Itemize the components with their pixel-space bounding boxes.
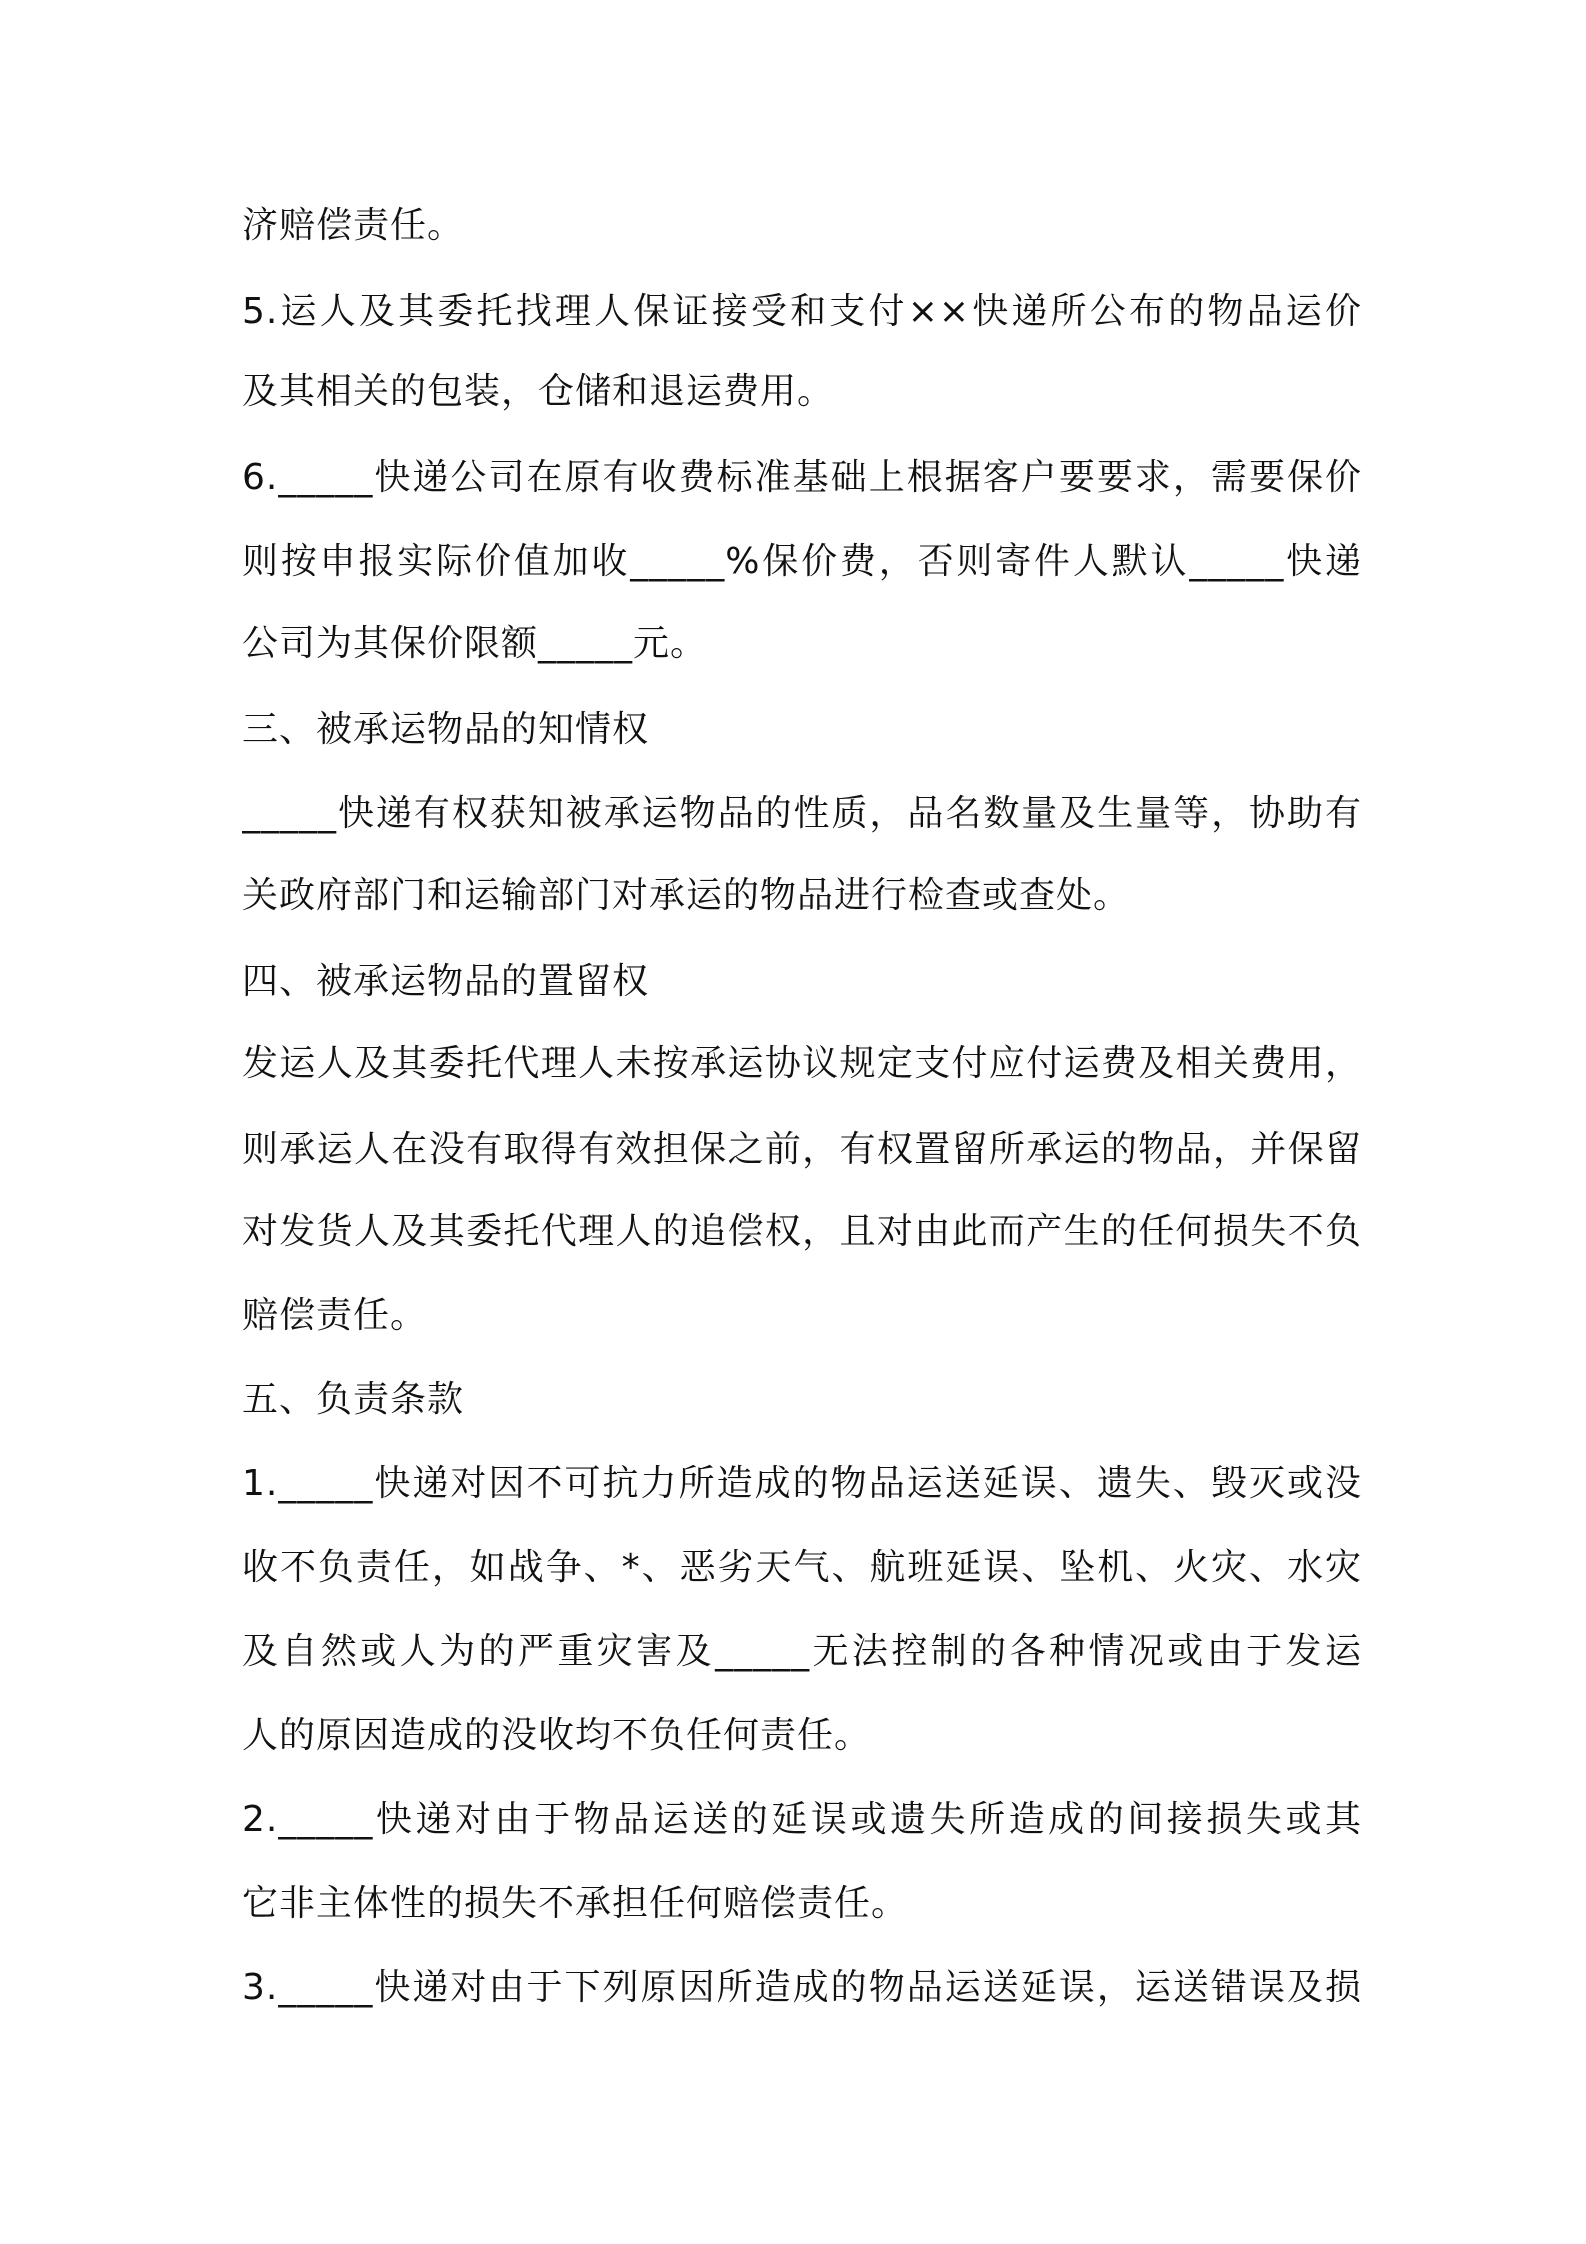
text-line-16: 1._____快递对因不可抗力所造成的物品运送延误、遗失、毁灭或没 (242, 1463, 1362, 1504)
text-line-11: 发运人及其委托代理人未按承运协议规定支付应付运费及相关费用， (242, 1043, 1362, 1084)
text-line-12: 则承运人在没有取得有效担保之前，有权置留所承运的物品，并保留 (242, 1129, 1362, 1170)
text-line-21: 它非主体性的损失不承担任何赔偿责任。 (242, 1883, 909, 1924)
section-heading-4: 四、被承运物品的置留权 (242, 961, 650, 1002)
text-line-3: 及其相关的包装，仓储和退运费用。 (242, 371, 835, 412)
text-line-22: 3._____快递对由于下列原因所造成的物品运送延误，运送错误及损 (242, 1967, 1362, 2008)
text-line-4: 6._____快递公司在原有收费标准基础上根据客户要要求，需要保价 (242, 457, 1362, 498)
text-line-2: 5.运人及其委托找理人保证接受和支付××快递所公布的物品运价 (242, 291, 1362, 332)
text-line-6: 公司为其保价限额_____元。 (242, 623, 708, 664)
section-heading-5: 五、负责条款 (242, 1379, 465, 1420)
text-line-5: 则按申报实际价值加收_____%保价费，否则寄件人默认_____快递 (242, 541, 1362, 582)
text-line-13: 对发货人及其委托代理人的追偿权，且对由此而产生的任何损失不负 (242, 1211, 1362, 1252)
text-line-18: 及自然或人为的严重灾害及_____无法控制的各种情况或由于发运 (242, 1631, 1362, 1672)
text-line-20: 2._____快递对由于物品运送的延误或遗失所造成的间接损失或其 (242, 1799, 1362, 1840)
text-line-9: 关政府部门和运输部门对承运的物品进行检查或查处。 (242, 875, 1131, 916)
text-line-14: 赔偿责任。 (242, 1295, 428, 1336)
text-line-1: 济赔偿责任。 (242, 205, 465, 246)
text-line-17: 收不负责任，如战争、*、恶劣天气、航班延误、坠机、火灾、水灾 (242, 1547, 1362, 1588)
text-line-8: _____快递有权获知被承运物品的性质，品名数量及生量等，协助有 (242, 793, 1362, 834)
text-line-19: 人的原因造成的没收均不负任何责任。 (242, 1715, 872, 1756)
section-heading-3: 三、被承运物品的知情权 (242, 709, 650, 750)
